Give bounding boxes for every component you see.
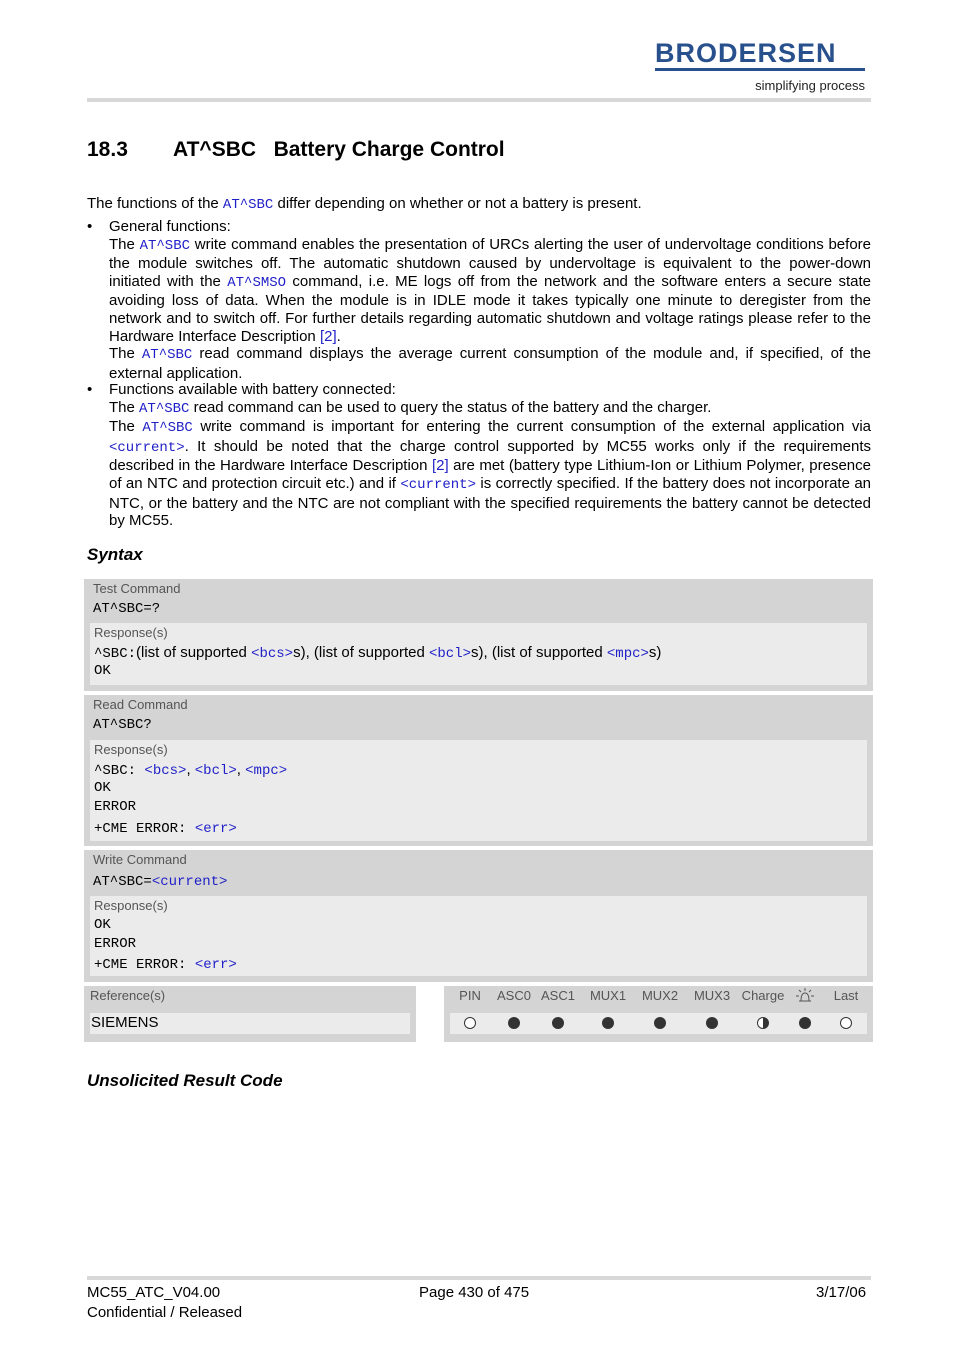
flag-charge-indicator [757, 1017, 769, 1029]
link-at-sbc[interactable]: AT^SBC [142, 420, 193, 437]
link-param-err[interactable]: <err> [194, 957, 237, 974]
write-command-syntax: AT^SBC=<current> [93, 874, 228, 890]
link-at-sbc[interactable]: AT^SBC [139, 400, 190, 417]
flags-table [444, 986, 873, 1042]
flag-header-mux3: MUX3 [693, 988, 731, 1003]
link-param-bcs[interactable]: <bcs> [251, 646, 294, 662]
response-ok: OK [94, 780, 111, 797]
response-ok: OK [94, 917, 111, 933]
write-response-box [90, 896, 867, 976]
link-at-sbc[interactable]: AT^SBC [222, 197, 274, 213]
flag-header-asc1: ASC1 [541, 988, 575, 1003]
urc-heading: Unsolicited Result Code [87, 1071, 283, 1090]
section-title: Battery Charge Control [273, 138, 505, 161]
read-response-line: ^SBC: <bcs>, <bcl>, <mpc> [94, 761, 288, 779]
response-cme-error: +CME ERROR: <err> [94, 957, 237, 974]
flag-pin-indicator [464, 1017, 476, 1029]
bullet-dot: • [87, 381, 93, 398]
bullet-general-functions [87, 218, 871, 382]
flag-mux1-indicator [602, 1017, 614, 1029]
link-at-smso[interactable]: AT^SMSO [227, 274, 287, 291]
bullet-label: General functions: [109, 218, 231, 235]
reference-value: SIEMENS [90, 1013, 410, 1034]
footer-rule [87, 1276, 871, 1280]
section-number: 18.3 [87, 138, 128, 161]
link-at-sbc[interactable]: AT^SBC [141, 347, 193, 364]
header-rule [87, 98, 871, 102]
flag-header-power-icon [795, 987, 815, 1007]
link-ref-2[interactable]: [2] [319, 327, 337, 345]
link-param-current[interactable]: <current> [109, 439, 185, 456]
section-command: AT^SBC [173, 138, 257, 161]
link-param-current[interactable]: <current> [400, 476, 476, 493]
bullet-paragraph: The AT^SBC read command can be used to query the status of the battery and the charger. [109, 398, 712, 417]
section-heading [87, 138, 505, 162]
flag-header-mux1: MUX1 [589, 988, 627, 1003]
brodersen-logo [655, 40, 867, 93]
response-label: Response(s) [94, 625, 168, 640]
test-response-box [90, 623, 867, 685]
flag-power-indicator [799, 1017, 811, 1029]
logo-tagline: simplifying process [755, 78, 865, 93]
footer-left [87, 1283, 242, 1323]
read-response-box [90, 740, 867, 841]
link-param-err[interactable]: <err> [194, 820, 237, 837]
bullet-dot: • [87, 218, 93, 235]
link-param-mpc[interactable]: <mpc> [606, 646, 649, 662]
flag-header-asc0: ASC0 [497, 988, 531, 1003]
bullet-paragraph: The AT^SBC write command enables the presentation of URCs alerting the user of undervoltage conditions before the module switches off. The automatic shutdown caused by undervoltage is equivalent to the power-down initiated with the AT^SMSO command, i.e. ME logs off from the network and the software enters a secure state avoiding loss of data. When the module is in IDLE mode it takes typically one minute to deregister from the network and to switch off. For further details regarding automatic shutdown and voltage ratings please refer to the Hardware Interface Description [2]. [109, 235, 871, 345]
link-param-current[interactable]: <current> [151, 874, 228, 890]
link-param-bcs[interactable]: <bcs> [144, 763, 187, 779]
link-param-bcl[interactable]: <bcl> [194, 763, 237, 779]
reference-box [84, 986, 416, 1042]
footer-page-number: Page 430 of 475 [419, 1284, 530, 1301]
logo-wordmark: BRODERSEN [655, 38, 837, 68]
flag-header-charge: Charge [741, 988, 785, 1003]
link-at-sbc[interactable]: AT^SBC [139, 237, 191, 254]
response-label: Response(s) [94, 898, 168, 913]
flag-last-indicator [840, 1017, 852, 1029]
test-command-syntax: AT^SBC=? [93, 601, 161, 617]
flag-asc0-indicator [508, 1017, 520, 1029]
logo-underline [655, 68, 865, 71]
flag-header-mux2: MUX2 [641, 988, 679, 1003]
bullet-label: Functions available with battery connected: [109, 381, 396, 398]
flag-header-last: Last [833, 988, 859, 1003]
syntax-heading: Syntax [87, 545, 143, 564]
link-param-bcl[interactable]: <bcl> [428, 646, 471, 662]
bullet-paragraph: The AT^SBC read command displays the average current consumption of the module and, if specified, of the external application. [109, 345, 871, 382]
response-ok: OK [94, 663, 111, 680]
response-label: Response(s) [94, 742, 168, 757]
link-param-mpc[interactable]: <mpc> [245, 763, 288, 779]
reference-label: Reference(s) [90, 988, 166, 1003]
response-cme-error: +CME ERROR: <err> [94, 820, 237, 837]
flag-header-pin: PIN [459, 988, 481, 1003]
intro-paragraph: The functions of the AT^SBC differ depending on whether or not a battery is present. [87, 195, 642, 213]
flag-mux2-indicator [654, 1017, 666, 1029]
read-command-label: Read Command [93, 697, 188, 712]
bullet-battery-functions [87, 381, 871, 530]
link-ref-2[interactable]: [2] [431, 457, 449, 475]
footer-date: 3/17/06 [816, 1284, 867, 1301]
read-command-syntax: AT^SBC? [93, 717, 152, 733]
bullet-paragraph: The AT^SBC write command is important for entering the current consumption of the external application via <current>. It should be noted that the charge control supported by MC55 works only if the requirements described in the Hardware Interface Description [2] are met (battery type Lithium-Ion or Lithium Polymer, presence of an NTC and protection circuit etc.) and if <current> is correctly specified. If the battery does not incorporate an NTC, or the battery and the NTC are not compliant with the specified requirements the battery cannot be detected by MC55. [109, 418, 872, 530]
footer-doc-id: MC55_ATC_V04.00 [87, 1284, 221, 1301]
flag-mux3-indicator [706, 1017, 718, 1029]
test-command-label: Test Command [93, 581, 181, 596]
response-error: ERROR [94, 936, 137, 953]
flags-value-row [450, 1013, 867, 1034]
write-command-label: Write Command [93, 852, 187, 867]
response-error: ERROR [94, 799, 137, 816]
test-response-line: ^SBC:(list of supported <bcs>s), (list of supported <bcl>s), (list of supported <mpc>s) [94, 644, 662, 662]
footer-status: Confidential / Released [87, 1304, 243, 1321]
flag-asc1-indicator [552, 1017, 564, 1029]
